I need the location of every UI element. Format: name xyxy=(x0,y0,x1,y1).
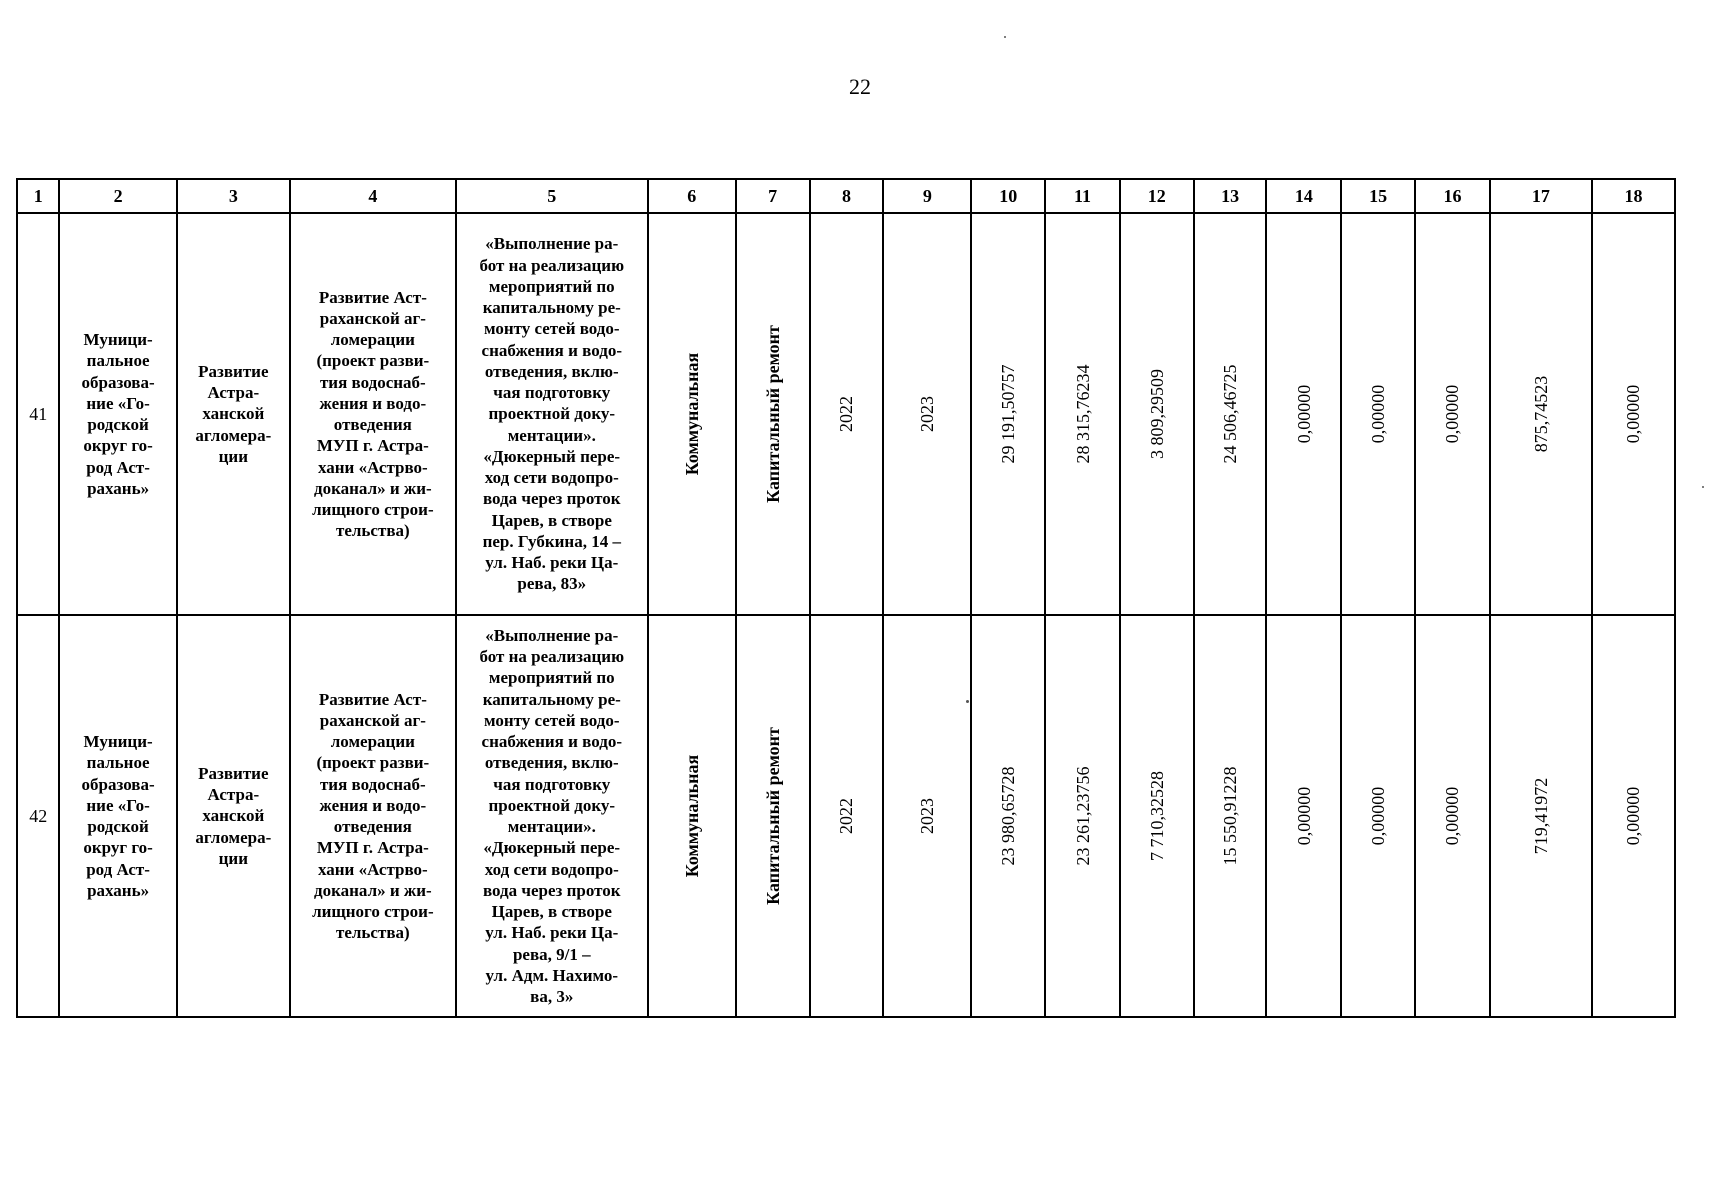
program-cell xyxy=(177,213,290,615)
year-end-cell xyxy=(883,615,971,1017)
column-header: 4 xyxy=(290,179,456,213)
scan-speck xyxy=(1702,486,1704,488)
value-cell-14 xyxy=(1266,213,1341,615)
table-header-row xyxy=(17,179,1675,213)
value-text: 0,00000 xyxy=(1442,384,1463,444)
work-type-cell xyxy=(736,213,810,615)
column-header: 1 xyxy=(17,179,59,213)
value-cell-10 xyxy=(971,615,1045,1017)
value-cell-13 xyxy=(1194,615,1267,1017)
event-cell xyxy=(456,615,648,1017)
value-cell-18 xyxy=(1592,213,1675,615)
column-header: 18 xyxy=(1592,179,1675,213)
year-end-text: 2023 xyxy=(917,396,938,432)
row-number-cell: 41 xyxy=(17,213,59,615)
value-cell-15 xyxy=(1341,615,1415,1017)
work-type-text: Капитальный ремонт xyxy=(762,727,783,905)
column-header: 15 xyxy=(1341,179,1415,213)
program-text: Развитие Астра- ханской агломера- ции xyxy=(195,763,272,868)
column-header: 17 xyxy=(1490,179,1592,213)
value-cell-16 xyxy=(1415,615,1490,1017)
event-cell xyxy=(456,213,648,615)
column-header: 8 xyxy=(810,179,884,213)
municipality-text: Муници- пальное образова- ние «Го- родской округ го- род Аст- рахань» xyxy=(81,330,155,498)
project-text: Развитие Аст- раханской аг- ломерации (проект разви- тия водоснаб- жения и водо- отведения МУП г. Астра- хани «Астрво- доканал» и жи- лищного строи- тельства) xyxy=(312,689,434,943)
page-number: 22 xyxy=(849,74,871,99)
table-row xyxy=(17,213,1675,615)
project-cell xyxy=(290,213,456,615)
value-cell-17 xyxy=(1490,615,1592,1017)
work-type-cell xyxy=(736,615,810,1017)
year-end-cell xyxy=(883,213,971,615)
year-end-text: 2023 xyxy=(917,798,938,834)
value-text: 0,00000 xyxy=(1623,786,1644,846)
column-header: 6 xyxy=(648,179,736,213)
column-header: 10 xyxy=(971,179,1045,213)
value-cell-15 xyxy=(1341,213,1415,615)
program-cell xyxy=(177,615,290,1017)
municipality-text: Муници- пальное образова- ние «Го- родской округ го- род Аст- рахань» xyxy=(81,732,155,900)
category-text: Коммунальная xyxy=(681,754,702,878)
category-cell xyxy=(648,615,736,1017)
value-cell-13 xyxy=(1194,213,1267,615)
value-cell-18 xyxy=(1592,615,1675,1017)
column-header: 16 xyxy=(1415,179,1490,213)
value-text: 0,00000 xyxy=(1293,786,1314,846)
column-header: 2 xyxy=(59,179,176,213)
data-table xyxy=(16,178,1676,1018)
value-text: 28 315,76234 xyxy=(1072,364,1093,464)
value-text: 0,00000 xyxy=(1293,384,1314,444)
table-row xyxy=(17,615,1675,1017)
column-header: 12 xyxy=(1120,179,1194,213)
column-header: 11 xyxy=(1045,179,1120,213)
value-text: 0,00000 xyxy=(1623,384,1644,444)
value-cell-11 xyxy=(1045,615,1120,1017)
value-text: 23 261,23756 xyxy=(1072,766,1093,866)
column-header: 13 xyxy=(1194,179,1267,213)
category-cell xyxy=(648,213,736,615)
column-header: 9 xyxy=(883,179,971,213)
value-cell-12 xyxy=(1120,615,1194,1017)
year-start-text: 2022 xyxy=(836,396,857,432)
value-text: 23 980,65728 xyxy=(997,766,1018,866)
value-cell-11 xyxy=(1045,213,1120,615)
value-text: 719,41972 xyxy=(1530,777,1551,855)
year-start-cell xyxy=(810,213,884,615)
program-text: Развитие Астра- ханской агломера- ции xyxy=(195,361,272,466)
value-text: 24 506,46725 xyxy=(1219,364,1240,464)
value-text: 15 550,91228 xyxy=(1219,766,1240,866)
municipality-cell xyxy=(59,213,176,615)
year-start-text: 2022 xyxy=(836,798,857,834)
value-text: 7 710,32528 xyxy=(1146,771,1167,861)
year-start-cell xyxy=(810,615,884,1017)
column-header: 3 xyxy=(177,179,290,213)
project-text: Развитие Аст- раханской аг- ломерации (проект разви- тия водоснаб- жения и водо- отведения МУП г. Астра- хани «Астрво- доканал» и жи- лищного строи- тельства) xyxy=(312,287,434,541)
value-text: 29 191,50757 xyxy=(997,364,1018,464)
value-text: 0,00000 xyxy=(1367,384,1388,444)
row-number-cell: 42 xyxy=(17,615,59,1017)
project-cell xyxy=(290,615,456,1017)
value-cell-16 xyxy=(1415,213,1490,615)
value-cell-14 xyxy=(1266,615,1341,1017)
column-header: 7 xyxy=(736,179,810,213)
value-cell-12 xyxy=(1120,213,1194,615)
column-header: 5 xyxy=(456,179,648,213)
value-cell-17 xyxy=(1490,213,1592,615)
work-type-text: Капитальный ремонт xyxy=(762,325,783,503)
value-text: 0,00000 xyxy=(1442,786,1463,846)
column-header: 14 xyxy=(1266,179,1341,213)
category-text: Коммунальная xyxy=(681,352,702,476)
scan-speck xyxy=(1004,36,1006,38)
value-text: 875,74523 xyxy=(1530,375,1551,453)
municipality-cell xyxy=(59,615,176,1017)
value-text: 3 809,29509 xyxy=(1146,369,1167,459)
value-text: 0,00000 xyxy=(1367,786,1388,846)
event-text: «Выполнение ра- бот на реализацию мероприятий по капитальному ре- монту сетей водо- снабжения и водо- отведения, вклю- чая подготовку проектной доку- ментации». «Дюкерный пере- ход сети водопро- вода через проток Царев, в створе пер. Губкина, 14 – ул. Наб. реки Ца- рева, 83» xyxy=(479,234,625,594)
event-text: «Выполнение ра- бот на реализацию мероприятий по капитальному ре- монту сетей водо- снабжения и водо- отведения, вклю- чая подготовку проектной доку- ментации». «Дюкерный пере- ход сети водопро- вода через проток Царев, в створе ул. Наб. реки Ца- рева, 9/1 – ул. Адм. Нахимо- ва, 3» xyxy=(479,625,625,1006)
value-cell-10 xyxy=(971,213,1045,615)
